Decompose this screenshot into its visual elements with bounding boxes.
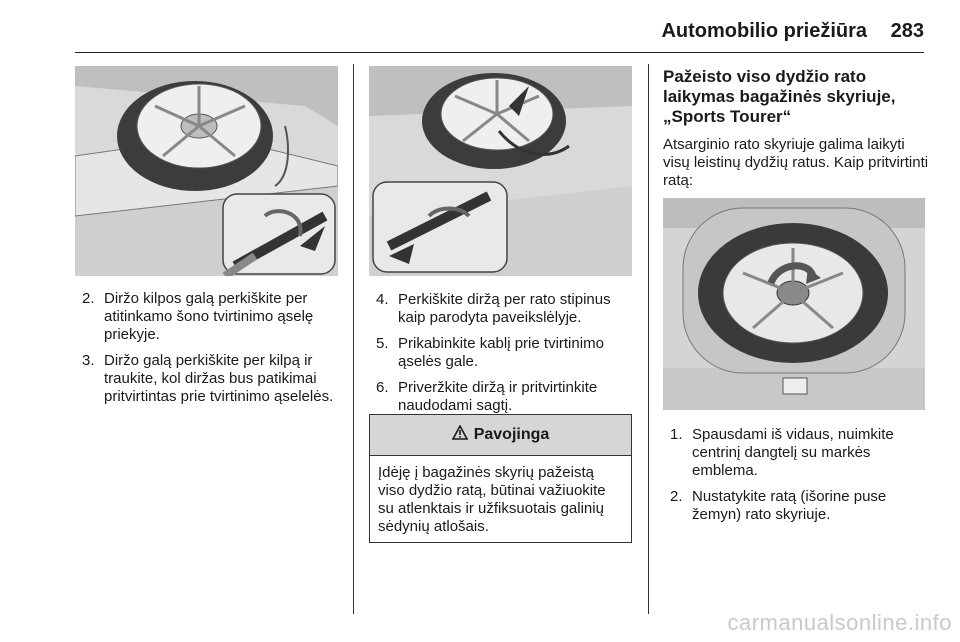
step-text: Diržo kilpos galą perkiškite per atitinkamo šono tvirtinimo ąselę priekyje. — [104, 290, 314, 343]
step-number: 4. — [376, 291, 389, 308]
list-item — [670, 426, 932, 480]
step-text: Nustatykite ratą (išorine puse žemyn) rato skyriuje. — [692, 488, 887, 523]
step-number: 6. — [376, 379, 389, 396]
warning-title: Pavojinga — [473, 426, 550, 443]
list-item — [82, 352, 342, 406]
list-item — [376, 335, 638, 371]
warning-triangle-icon — [452, 425, 468, 445]
figure-wheel-in-compartment — [663, 198, 925, 410]
column-divider-right — [648, 64, 649, 614]
list-item — [376, 291, 638, 327]
figure-wheel-strap-spokes — [369, 66, 632, 276]
figure-wheel-strap-loop — [75, 66, 338, 276]
list-item — [376, 379, 638, 415]
step-number: 2. — [82, 290, 95, 307]
section-title: Pažeisto viso dydžio rato laikymas bagažinės skyriuje, „Sports Tourer“ — [663, 67, 896, 126]
middle-steps-list — [376, 291, 638, 423]
header-rule — [75, 52, 924, 53]
step-text: Perkiškite diržą per rato stipinus kaip parodyta paveikslėlyje. — [398, 291, 611, 326]
step-number: 3. — [82, 352, 95, 369]
warning-body: Įdėję į bagažinės skyrių pažeistą viso dydžio ratą, būtinai važiuokite su atlenktais ir užfiksuotais galinių sėdynių atlošais. — [378, 464, 606, 535]
page-number: 283 — [890, 20, 924, 42]
warning-box — [369, 414, 632, 543]
warning-header — [370, 415, 631, 456]
list-item — [670, 488, 932, 524]
step-text: Priveržkite diržą ir pritvirtinkite naudodami sagtį. — [398, 379, 598, 414]
step-text: Diržo galą perkiškite per kilpą ir traukite, kol diržas bus patikimai pritvirtintas prie tvirtinimo ąselelės. — [104, 352, 334, 405]
left-steps-list — [82, 290, 342, 414]
section-intro: Atsarginio rato skyriuje galima laikyti visų leistinų dydžių ratus. Kaip pritvirtinti ratą: — [663, 136, 929, 189]
step-number: 1. — [670, 426, 683, 443]
right-steps-list — [670, 426, 932, 532]
step-number: 5. — [376, 335, 389, 352]
page-header-title: Automobilio priežiūra — [661, 20, 867, 42]
list-item — [82, 290, 342, 344]
column-divider-left — [353, 64, 354, 614]
step-number: 2. — [670, 488, 683, 505]
step-text: Prikabinkite kablį prie tvirtinimo ąselės gale. — [398, 335, 604, 370]
watermark: carmanualsonline.info — [727, 610, 952, 635]
step-text: Spausdami iš vidaus, nuimkite centrinį dangtelį su markės emblema. — [692, 426, 894, 479]
